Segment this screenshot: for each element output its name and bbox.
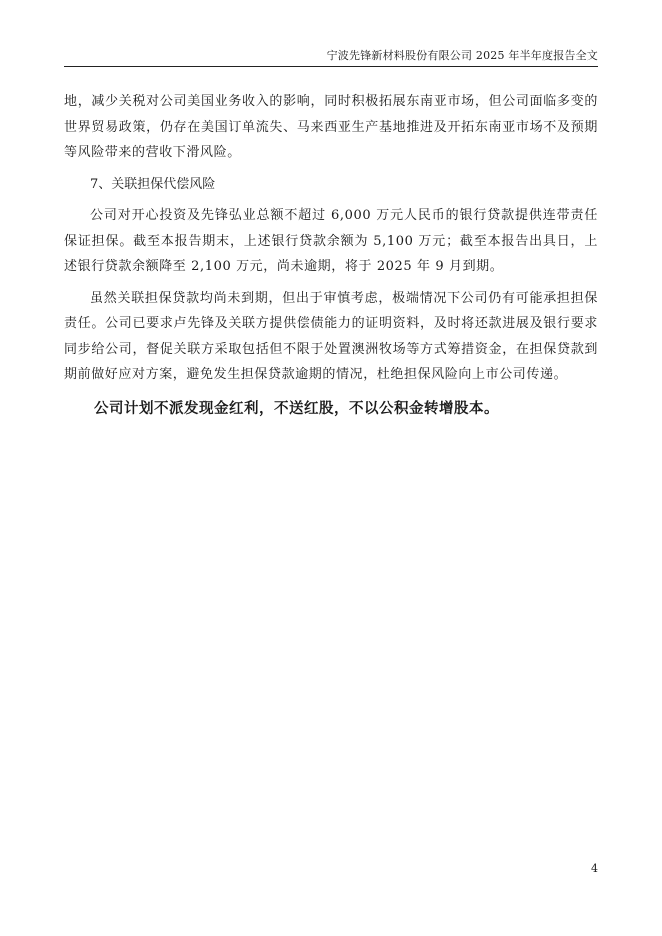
paragraph-guarantee-measures: 虽然关联担保贷款均尚未到期，但出于审慎考虑，极端情况下公司仍有可能承担担保责任。公司已要求卢先锋及关联方提供偿债能力的证明资料，及时将还款进展及银行要求同步给公司，督促关联方采取包括但不限于处置澳洲牧场等方式筹措资金，在担保贷款到期前做好应对方案，避免发生担保贷款逾期的情况，杜绝担保风险向上市公司传递。	[64, 290, 598, 382]
dividend-statement: 公司计划不派发现金红利，不送红股，不以公积金转增股本。	[94, 400, 499, 417]
header-divider	[64, 66, 598, 67]
section-heading-guarantee-risk: 7、关联担保代偿风险	[90, 176, 216, 192]
paragraph-trade-policy-risk: 地，减少关税对公司美国业务收入的影响，同时积极拓展东南亚市场，但公司面临多变的世界贸易政策，仍存在美国订单流失、马来西亚生产基地推进及开拓东南亚市场不及预期等风险带来的营收下滑风险。	[64, 94, 598, 160]
paragraph-guarantee-details: 公司对开心投资及先锋弘业总额不超过 6,000 万元人民币的银行贷款提供连带责任保证担保。截至本报告期末，上述银行贷款余额为 5,100 万元；截至本报告出具日，上述银行贷款余额降至 2,100 万元，尚未逾期，将于 2025 年 9 月到期。	[64, 208, 598, 274]
report-header-title: 宁波先锋新材料股份有限公司 2025 年半年度报告全文	[326, 49, 598, 62]
page-number: 4	[591, 862, 598, 875]
document-body	[64, 89, 598, 420]
